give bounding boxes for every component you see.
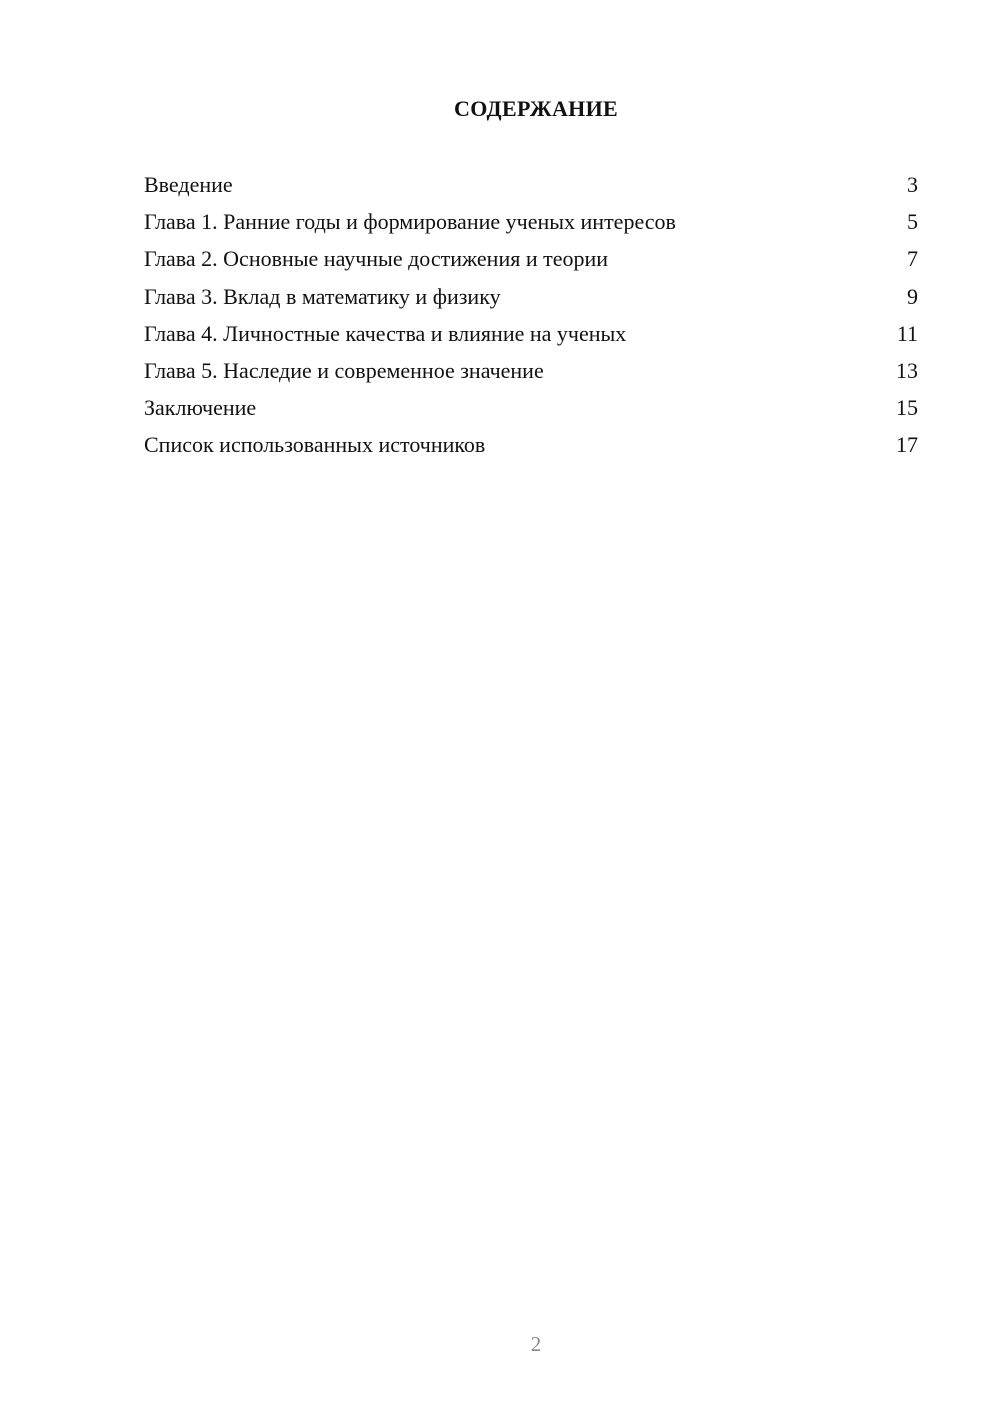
- table-of-contents: [144, 168, 918, 466]
- toc-entry: [144, 280, 918, 317]
- toc-entry-title: Глава 1. Ранние годы и формирование ученых интересов: [144, 209, 676, 235]
- toc-entry-title: Глава 3. Вклад в математику и физику: [144, 283, 501, 309]
- toc-entry: [144, 168, 918, 205]
- toc-entry: [144, 205, 918, 242]
- toc-entry-page: 5: [907, 209, 918, 235]
- toc-entry-title: Список использованных источников: [144, 432, 486, 458]
- toc-entry-title: Глава 5. Наследие и современное значение: [144, 357, 544, 383]
- page-number: 2: [530, 1332, 542, 1356]
- toc-entry: [144, 391, 918, 428]
- toc-entry-title: Введение: [144, 172, 233, 197]
- toc-entry: [144, 242, 918, 279]
- toc-entry: [144, 428, 918, 465]
- toc-entry-page: 9: [907, 283, 918, 309]
- toc-entry-page: 13: [896, 357, 918, 383]
- toc-entry-page: 11: [896, 320, 918, 346]
- toc-entry: [144, 317, 918, 354]
- toc-entry: [144, 354, 918, 391]
- page-title: СОДЕРЖАНИЕ: [454, 96, 618, 121]
- toc-entry-page: 7: [907, 246, 918, 272]
- toc-entry-title: Глава 2. Основные научные достижения и теории: [144, 246, 609, 272]
- toc-entry-page: 17: [896, 432, 918, 458]
- toc-entry-page: 3: [907, 172, 918, 197]
- toc-entry-page: 15: [896, 395, 918, 421]
- toc-entry-title: Заключение: [144, 395, 257, 421]
- toc-entry-title: Глава 4. Личностные качества и влияние на ученых: [144, 320, 627, 346]
